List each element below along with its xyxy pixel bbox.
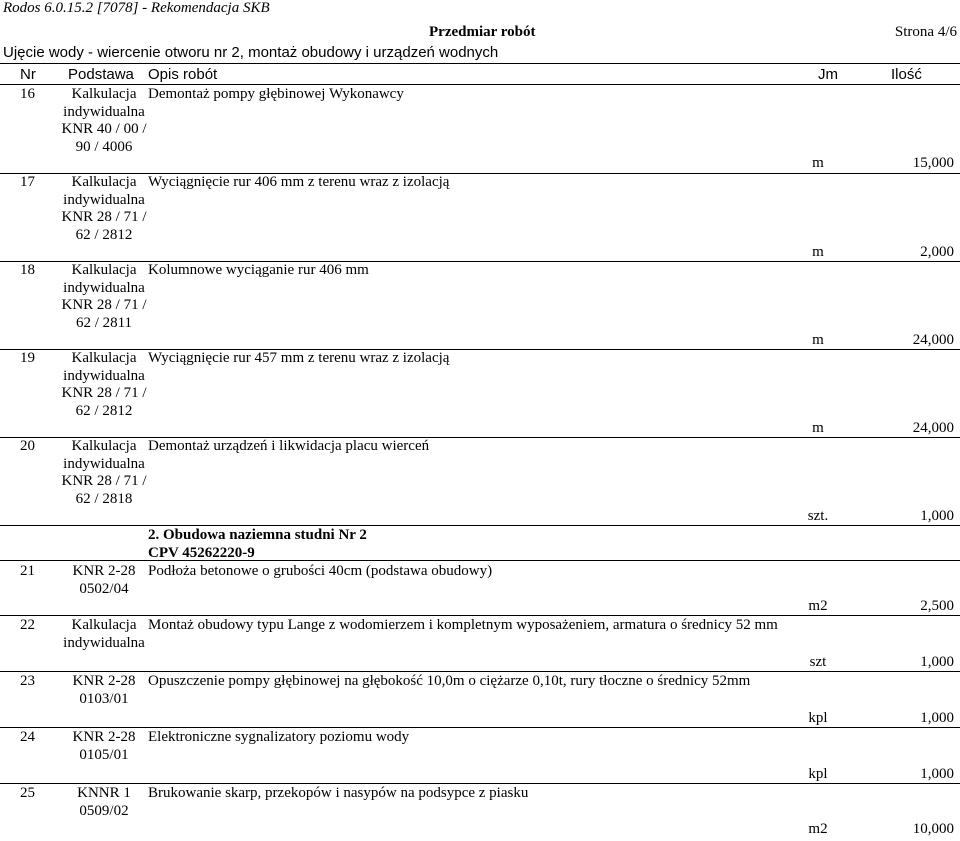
- row-quantity: 24,000: [912, 420, 954, 436]
- row-description: Wyciągnięcie rur 406 mm z terenu wraz z izolacją: [148, 174, 450, 190]
- column-header-description: Opis robót: [148, 66, 218, 83]
- row-quantity: 1,000: [920, 710, 954, 726]
- row-divider: [0, 615, 960, 616]
- row-number: 17: [20, 174, 35, 190]
- row-basis: Kalkulacja indywidualna KNR 28 / 71 / 62 / 2812: [61, 350, 147, 420]
- row-description: Opuszczenie pompy głębinowej na głębokość 10,0m o ciężarze 0,10t, rury tłoczne o średnicy 52mm: [148, 673, 751, 689]
- row-quantity: 15,000: [912, 155, 954, 171]
- row-number: 22: [20, 617, 35, 633]
- row-description: Elektroniczne sygnalizatory poziomu wody: [148, 729, 410, 745]
- row-quantity: 2,500: [920, 598, 954, 614]
- row-unit: kpl: [808, 766, 828, 782]
- column-header-basis: Podstawa: [68, 66, 134, 83]
- row-description: Wyciągnięcie rur 457 mm z terenu wraz z izolacją: [148, 350, 450, 366]
- row-unit: m2: [808, 821, 828, 837]
- row-basis: KNR 2-28 0103/01: [72, 673, 136, 707]
- row-basis: Kalkulacja indywidualna KNR 28 / 71 / 62 / 2812: [61, 174, 147, 244]
- row-quantity: 24,000: [912, 332, 954, 348]
- row-unit: m2: [808, 598, 828, 614]
- row-description: Brukowanie skarp, przekopów i nasypów na podsypce z piasku: [148, 785, 529, 801]
- row-basis: Kalkulacja indywidualna: [63, 617, 145, 651]
- row-quantity: 1,000: [920, 508, 954, 524]
- row-divider: [0, 727, 960, 728]
- document-subtitle: Ujęcie wody - wiercenie otworu nr 2, montaż obudowy i urządzeń wodnych: [3, 44, 499, 61]
- row-unit: szt.: [807, 508, 829, 524]
- row-number: 23: [20, 673, 35, 689]
- row-basis: KNR 2-28 0502/04: [72, 563, 136, 597]
- row-unit: kpl: [808, 710, 828, 726]
- row-unit: m: [812, 420, 824, 436]
- column-header-nr: Nr: [20, 66, 36, 83]
- row-unit: m: [812, 332, 824, 348]
- row-number: 25: [20, 785, 35, 801]
- row-description: Montaż obudowy typu Lange z wodomierzem i kompletnym wyposażeniem, armatura o średnicy 52 mm: [148, 617, 778, 633]
- row-number: 20: [20, 438, 35, 454]
- row-number: 18: [20, 262, 35, 278]
- document-title: Przedmiar robót: [429, 24, 536, 40]
- column-header-unit: Jm: [818, 66, 838, 83]
- row-number: 16: [20, 86, 35, 102]
- app-title: Rodos 6.0.15.2 [7078] - Rekomendacja SKB: [3, 0, 270, 16]
- section-title: 2. Obudowa naziemna studni Nr 2: [148, 527, 367, 543]
- row-description: Kolumnowe wyciąganie rur 406 mm: [148, 262, 369, 278]
- row-quantity: 1,000: [920, 654, 954, 670]
- row-number: 21: [20, 563, 35, 579]
- row-number: 24: [20, 729, 35, 745]
- row-unit: m: [812, 244, 824, 260]
- row-quantity: 2,000: [920, 244, 954, 260]
- row-basis: Kalkulacja indywidualna KNR 28 / 71 / 62 / 2818: [61, 438, 147, 508]
- row-basis: Kalkulacja indywidualna KNR 40 / 00 / 90 / 4006: [61, 86, 147, 156]
- row-basis: KNR 2-28 0105/01: [72, 729, 136, 763]
- row-number: 19: [20, 350, 35, 366]
- row-divider: [0, 560, 960, 561]
- row-divider: [0, 671, 960, 672]
- header-bottom-rule: [0, 84, 960, 85]
- row-quantity: 10,000: [912, 821, 954, 837]
- row-unit: m: [812, 155, 824, 171]
- header-top-rule: [0, 63, 960, 64]
- row-divider: [0, 783, 960, 784]
- row-basis: Kalkulacja indywidualna KNR 28 / 71 / 62 / 2811: [61, 262, 147, 332]
- row-description: Demontaż pompy głębinowej Wykonawcy: [148, 86, 404, 102]
- section-cpv-code: CPV 45262220-9: [148, 544, 255, 561]
- row-unit: szt: [809, 654, 827, 670]
- page-number: Strona 4/6: [894, 24, 957, 40]
- row-basis: KNNR 1 0509/02: [77, 785, 131, 819]
- column-header-quantity: Ilość: [891, 66, 922, 83]
- row-description: Podłoża betonowe o grubości 40cm (podstawa obudowy): [148, 563, 493, 579]
- row-divider: [0, 525, 960, 526]
- row-description: Demontaż urządzeń i likwidacja placu wierceń: [148, 438, 430, 454]
- row-quantity: 1,000: [920, 766, 954, 782]
